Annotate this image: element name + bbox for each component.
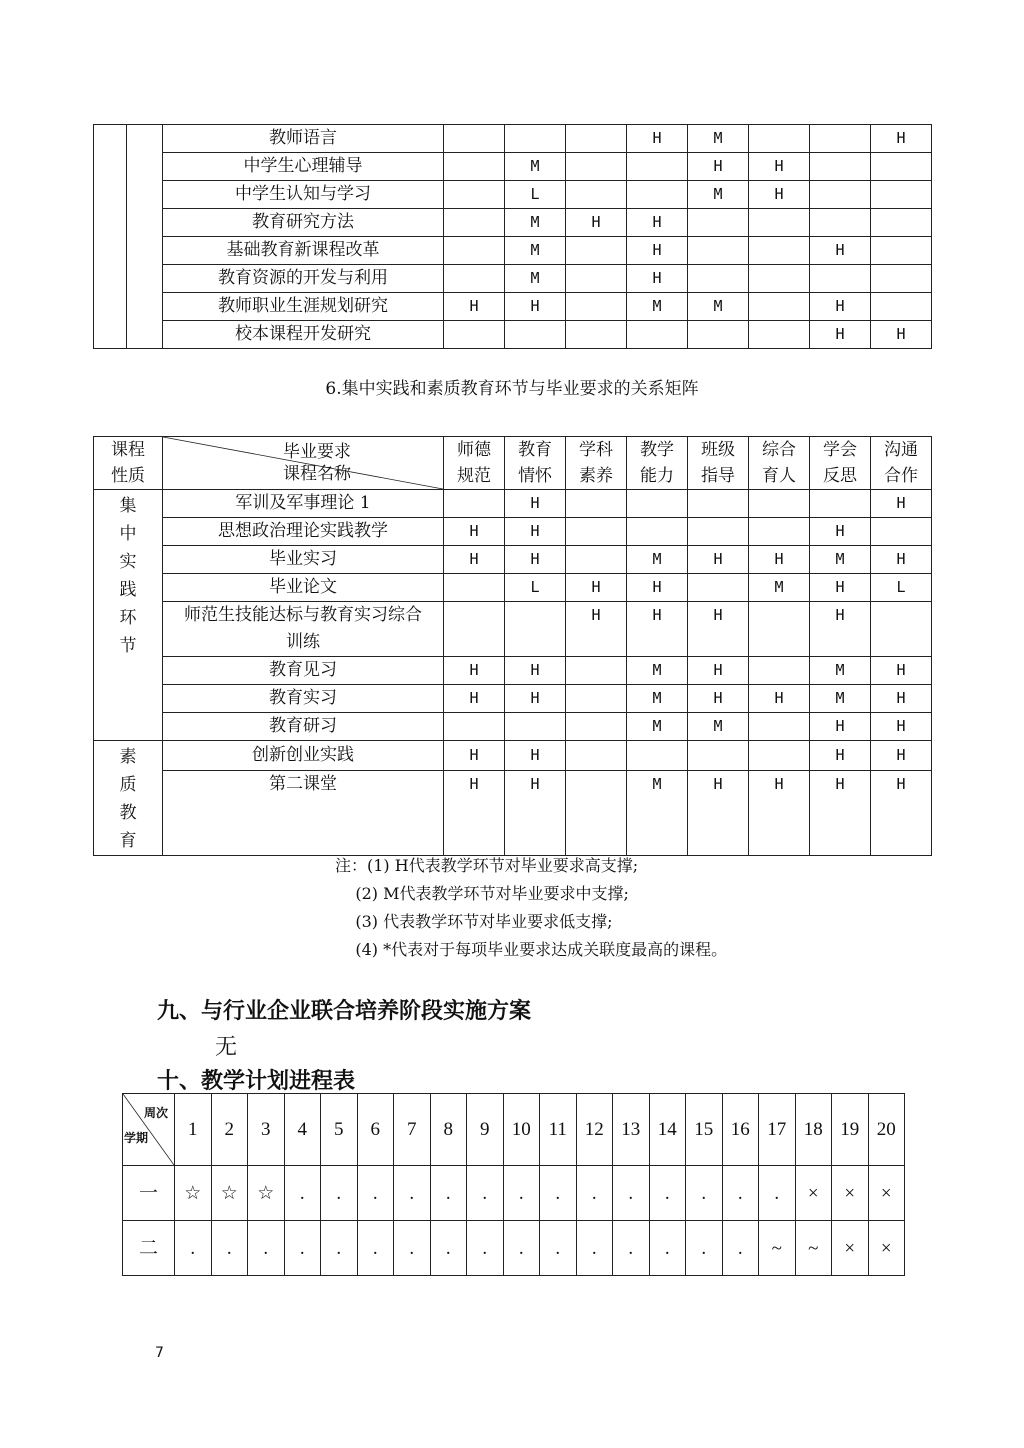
term-cell: 一 bbox=[123, 1166, 175, 1221]
support-level-cell: H bbox=[505, 657, 566, 685]
table-row bbox=[94, 657, 932, 685]
support-level-cell: M bbox=[688, 293, 749, 321]
support-level-cell bbox=[749, 125, 810, 153]
support-level-cell: M bbox=[505, 265, 566, 293]
support-level-cell bbox=[566, 546, 627, 574]
course-name-cell: 教育实习 bbox=[163, 685, 444, 713]
support-level-cell: L bbox=[505, 181, 566, 209]
support-level-cell: M bbox=[688, 125, 749, 153]
schedule-mark-cell: . bbox=[284, 1166, 321, 1221]
support-level-cell: M bbox=[810, 546, 871, 574]
support-level-cell: L bbox=[871, 574, 932, 602]
schedule-mark-cell: . bbox=[503, 1221, 540, 1276]
support-level-cell: H bbox=[505, 293, 566, 321]
week-header: 15 bbox=[686, 1094, 723, 1166]
course-name-cell: 中学生心理辅导 bbox=[163, 153, 444, 181]
schedule-mark-cell: . bbox=[394, 1221, 431, 1276]
week-header: 17 bbox=[759, 1094, 796, 1166]
schedule-mark-cell: . bbox=[576, 1166, 613, 1221]
support-level-cell: H bbox=[444, 770, 505, 855]
support-level-cell: H bbox=[688, 602, 749, 657]
table-row bbox=[94, 518, 932, 546]
header-course-nature: 课程 性质 bbox=[94, 437, 163, 490]
week-header: 6 bbox=[357, 1094, 394, 1166]
support-level-cell bbox=[566, 265, 627, 293]
support-level-cell: H bbox=[871, 685, 932, 713]
support-level-cell: H bbox=[627, 237, 688, 265]
table-row bbox=[94, 490, 932, 518]
course-name-cell: 毕业论文 bbox=[163, 574, 444, 602]
support-level-cell bbox=[566, 293, 627, 321]
table-row bbox=[94, 209, 932, 237]
support-level-cell: H bbox=[505, 546, 566, 574]
support-level-cell bbox=[627, 321, 688, 349]
support-level-cell bbox=[566, 770, 627, 855]
subgroup-cell bbox=[127, 125, 163, 349]
support-level-cell: H bbox=[749, 546, 810, 574]
week-header: 13 bbox=[613, 1094, 650, 1166]
support-level-cell bbox=[749, 602, 810, 657]
week-header: 20 bbox=[868, 1094, 905, 1166]
table-row bbox=[94, 713, 932, 741]
group-concentrated-practice: 集 中 实 践 环 节 bbox=[94, 490, 163, 741]
schedule-mark-cell: . bbox=[576, 1221, 613, 1276]
support-level-cell bbox=[566, 518, 627, 546]
page-number: 7 bbox=[155, 1345, 164, 1361]
schedule-mark-cell: × bbox=[868, 1221, 905, 1276]
table-row bbox=[94, 741, 932, 771]
support-level-cell: M bbox=[627, 657, 688, 685]
support-level-cell: H bbox=[627, 602, 688, 657]
support-level-cell bbox=[444, 153, 505, 181]
requirement-header: 沟通 合作 bbox=[871, 437, 932, 490]
support-level-cell bbox=[871, 265, 932, 293]
schedule-mark-cell: × bbox=[832, 1221, 869, 1276]
support-level-cell: M bbox=[627, 546, 688, 574]
note-line: (4) *代表对于每项毕业要求达成关联度最高的课程。 bbox=[335, 940, 728, 959]
schedule-mark-cell: ~ bbox=[759, 1221, 796, 1276]
requirement-header: 教育 情怀 bbox=[505, 437, 566, 490]
schedule-mark-cell: . bbox=[686, 1166, 723, 1221]
support-level-cell bbox=[444, 237, 505, 265]
support-level-cell bbox=[810, 209, 871, 237]
support-level-cell: H bbox=[749, 685, 810, 713]
schedule-mark-cell: . bbox=[503, 1166, 540, 1221]
support-level-cell: H bbox=[505, 685, 566, 713]
note-line: 注：(1) H代表教学环节对毕业要求高支撑; bbox=[335, 856, 639, 875]
support-level-cell: H bbox=[688, 770, 749, 855]
support-level-cell: H bbox=[810, 741, 871, 771]
support-level-cell bbox=[688, 741, 749, 771]
support-level-cell bbox=[810, 490, 871, 518]
group-quality-education: 素 质 教 育 bbox=[94, 741, 163, 856]
support-level-cell: H bbox=[627, 265, 688, 293]
table-teaching-schedule bbox=[122, 1093, 905, 1276]
section-heading-9: 九、与行业企业联合培养阶段实施方案 bbox=[157, 999, 532, 1024]
requirement-header: 师德 规范 bbox=[444, 437, 505, 490]
table-row bbox=[94, 125, 932, 153]
support-level-cell: H bbox=[566, 574, 627, 602]
support-level-cell: H bbox=[627, 125, 688, 153]
support-level-cell bbox=[566, 657, 627, 685]
support-level-cell bbox=[749, 209, 810, 237]
schedule-mark-cell: . bbox=[430, 1221, 467, 1276]
course-name-cell: 基础教育新课程改革 bbox=[163, 237, 444, 265]
support-level-cell bbox=[749, 741, 810, 771]
table-row bbox=[94, 602, 932, 657]
table-row bbox=[94, 546, 932, 574]
week-header: 8 bbox=[430, 1094, 467, 1166]
support-level-cell bbox=[444, 602, 505, 657]
header-requirements: 毕业要求 bbox=[283, 442, 351, 462]
week-header: 14 bbox=[649, 1094, 686, 1166]
schedule-mark-cell: . bbox=[430, 1166, 467, 1221]
schedule-mark-cell: . bbox=[722, 1166, 759, 1221]
corner-term-label: 学期 bbox=[124, 1131, 149, 1145]
support-level-cell: H bbox=[810, 321, 871, 349]
support-level-cell: M bbox=[749, 574, 810, 602]
support-level-cell bbox=[444, 321, 505, 349]
schedule-mark-cell: . bbox=[649, 1221, 686, 1276]
support-level-cell bbox=[871, 293, 932, 321]
support-level-cell bbox=[749, 713, 810, 741]
support-level-cell: H bbox=[627, 574, 688, 602]
schedule-mark-cell: ☆ bbox=[211, 1166, 248, 1221]
support-level-cell: H bbox=[749, 153, 810, 181]
support-level-cell bbox=[688, 574, 749, 602]
course-name-cell: 创新创业实践 bbox=[163, 741, 444, 771]
support-level-cell: M bbox=[688, 181, 749, 209]
support-level-cell bbox=[566, 490, 627, 518]
support-level-cell bbox=[444, 574, 505, 602]
support-level-cell bbox=[566, 321, 627, 349]
support-level-cell bbox=[444, 713, 505, 741]
course-name-cell: 毕业实习 bbox=[163, 546, 444, 574]
table-course-matrix-continued bbox=[93, 124, 932, 349]
week-header: 3 bbox=[248, 1094, 285, 1166]
support-level-cell: H bbox=[810, 574, 871, 602]
support-level-cell bbox=[871, 209, 932, 237]
support-level-cell: H bbox=[444, 546, 505, 574]
course-name-cell: 中学生认知与学习 bbox=[163, 181, 444, 209]
support-level-cell: H bbox=[444, 657, 505, 685]
support-level-cell bbox=[566, 713, 627, 741]
week-header: 5 bbox=[321, 1094, 358, 1166]
support-level-cell: M bbox=[627, 685, 688, 713]
schedule-mark-cell: × bbox=[832, 1166, 869, 1221]
schedule-mark-cell: . bbox=[357, 1166, 394, 1221]
support-level-cell bbox=[566, 685, 627, 713]
table-row bbox=[94, 770, 932, 855]
support-level-cell: H bbox=[566, 602, 627, 657]
requirement-header: 学会 反思 bbox=[810, 437, 871, 490]
schedule-mark-cell: . bbox=[613, 1166, 650, 1221]
support-level-cell bbox=[749, 237, 810, 265]
schedule-mark-cell: . bbox=[211, 1221, 248, 1276]
week-header: 9 bbox=[467, 1094, 504, 1166]
table-practice-matrix bbox=[93, 436, 932, 856]
course-name-cell: 教育资源的开发与利用 bbox=[163, 265, 444, 293]
week-header: 18 bbox=[795, 1094, 832, 1166]
support-level-cell bbox=[566, 125, 627, 153]
support-level-cell bbox=[688, 237, 749, 265]
support-level-cell: M bbox=[505, 153, 566, 181]
support-level-cell bbox=[566, 181, 627, 209]
support-level-cell bbox=[688, 209, 749, 237]
support-level-cell: H bbox=[505, 518, 566, 546]
schedule-mark-cell: . bbox=[357, 1221, 394, 1276]
support-level-cell bbox=[810, 153, 871, 181]
week-header: 10 bbox=[503, 1094, 540, 1166]
support-level-cell: H bbox=[688, 685, 749, 713]
week-header: 4 bbox=[284, 1094, 321, 1166]
course-name-cell: 教育研习 bbox=[163, 713, 444, 741]
support-level-cell bbox=[871, 237, 932, 265]
support-level-cell bbox=[444, 490, 505, 518]
corner-cell bbox=[123, 1094, 175, 1166]
week-header: 2 bbox=[211, 1094, 248, 1166]
support-level-cell: H bbox=[444, 293, 505, 321]
support-level-cell bbox=[749, 657, 810, 685]
course-name-cell: 教师语言 bbox=[163, 125, 444, 153]
schedule-mark-cell: . bbox=[686, 1221, 723, 1276]
support-level-cell bbox=[871, 602, 932, 657]
support-level-cell: M bbox=[505, 209, 566, 237]
support-level-cell: H bbox=[688, 657, 749, 685]
header-diagonal-cell bbox=[163, 437, 444, 490]
note-line: (3) 代表教学环节对毕业要求低支撑; bbox=[335, 912, 613, 931]
support-level-cell: L bbox=[505, 574, 566, 602]
support-level-cell: H bbox=[871, 657, 932, 685]
schedule-mark-cell: . bbox=[394, 1166, 431, 1221]
support-level-cell: M bbox=[505, 237, 566, 265]
support-level-cell: M bbox=[627, 770, 688, 855]
table-row bbox=[94, 237, 932, 265]
table-row bbox=[94, 153, 932, 181]
schedule-mark-cell: . bbox=[649, 1166, 686, 1221]
support-level-cell bbox=[505, 602, 566, 657]
support-level-cell: H bbox=[810, 237, 871, 265]
support-level-cell: H bbox=[505, 490, 566, 518]
support-level-cell: H bbox=[871, 546, 932, 574]
support-level-cell: H bbox=[810, 713, 871, 741]
support-level-cell: H bbox=[505, 770, 566, 855]
support-level-cell bbox=[627, 741, 688, 771]
schedule-mark-cell: . bbox=[722, 1221, 759, 1276]
requirement-header: 学科 素养 bbox=[566, 437, 627, 490]
group-cell bbox=[94, 125, 127, 349]
section-9-body: 无 bbox=[215, 1035, 238, 1060]
support-level-cell: M bbox=[627, 713, 688, 741]
week-header: 12 bbox=[576, 1094, 613, 1166]
notes bbox=[335, 852, 727, 964]
diagonal-line bbox=[123, 1094, 174, 1165]
schedule-mark-cell: . bbox=[284, 1221, 321, 1276]
support-level-cell bbox=[444, 265, 505, 293]
requirement-header: 班级 指导 bbox=[688, 437, 749, 490]
section-heading-10: 十、教学计划进程表 bbox=[157, 1069, 356, 1094]
schedule-mark-cell: × bbox=[868, 1166, 905, 1221]
support-level-cell: M bbox=[627, 293, 688, 321]
support-level-cell bbox=[566, 741, 627, 771]
schedule-mark-cell: . bbox=[175, 1221, 212, 1276]
support-level-cell: H bbox=[749, 770, 810, 855]
support-level-cell bbox=[688, 265, 749, 293]
course-name-cell: 教育研究方法 bbox=[163, 209, 444, 237]
week-header: 1 bbox=[175, 1094, 212, 1166]
week-header: 19 bbox=[832, 1094, 869, 1166]
course-name-cell: 教师职业生涯规划研究 bbox=[163, 293, 444, 321]
support-level-cell: H bbox=[871, 770, 932, 855]
support-level-cell: H bbox=[505, 741, 566, 771]
schedule-mark-cell: ☆ bbox=[175, 1166, 212, 1221]
support-level-cell: H bbox=[810, 518, 871, 546]
support-level-cell bbox=[627, 181, 688, 209]
support-level-cell bbox=[749, 518, 810, 546]
requirement-header: 综合 育人 bbox=[749, 437, 810, 490]
support-level-cell bbox=[566, 237, 627, 265]
schedule-mark-cell: . bbox=[321, 1221, 358, 1276]
support-level-cell bbox=[627, 153, 688, 181]
table-row bbox=[123, 1166, 905, 1221]
support-level-cell: H bbox=[871, 741, 932, 771]
schedule-mark-cell: × bbox=[795, 1166, 832, 1221]
support-level-cell: M bbox=[810, 685, 871, 713]
support-level-cell bbox=[627, 490, 688, 518]
support-level-cell bbox=[444, 181, 505, 209]
course-name-cell: 师范生技能达标与教育实习综合 训练 bbox=[163, 602, 444, 657]
support-level-cell: H bbox=[810, 602, 871, 657]
schedule-mark-cell: . bbox=[540, 1166, 577, 1221]
support-level-cell: H bbox=[810, 293, 871, 321]
schedule-mark-cell: . bbox=[759, 1166, 796, 1221]
support-level-cell bbox=[810, 265, 871, 293]
schedule-mark-cell: . bbox=[248, 1221, 285, 1276]
course-name-cell: 军训及军事理论 1 bbox=[163, 490, 444, 518]
support-level-cell bbox=[871, 181, 932, 209]
support-level-cell bbox=[688, 518, 749, 546]
schedule-mark-cell: . bbox=[540, 1221, 577, 1276]
support-level-cell: H bbox=[566, 209, 627, 237]
schedule-mark-cell: ☆ bbox=[248, 1166, 285, 1221]
course-name-cell: 校本课程开发研究 bbox=[163, 321, 444, 349]
table-row bbox=[94, 574, 932, 602]
requirement-header: 教学 能力 bbox=[627, 437, 688, 490]
table-row bbox=[94, 321, 932, 349]
course-name-cell: 思想政治理论实践教学 bbox=[163, 518, 444, 546]
support-level-cell: H bbox=[871, 713, 932, 741]
support-level-cell: M bbox=[688, 713, 749, 741]
course-name-cell: 教育见习 bbox=[163, 657, 444, 685]
table-row bbox=[94, 293, 932, 321]
support-level-cell: H bbox=[444, 685, 505, 713]
schedule-mark-cell: . bbox=[321, 1166, 358, 1221]
support-level-cell bbox=[871, 518, 932, 546]
support-level-cell: H bbox=[688, 546, 749, 574]
schedule-mark-cell: . bbox=[613, 1221, 650, 1276]
support-level-cell: H bbox=[444, 741, 505, 771]
support-level-cell: H bbox=[810, 770, 871, 855]
support-level-cell bbox=[688, 490, 749, 518]
header-course-name: 课程名称 bbox=[283, 464, 351, 484]
support-level-cell bbox=[810, 181, 871, 209]
support-level-cell bbox=[505, 713, 566, 741]
term-cell: 二 bbox=[123, 1221, 175, 1276]
support-level-cell bbox=[749, 490, 810, 518]
course-name-cell: 第二课堂 bbox=[163, 770, 444, 855]
support-level-cell: H bbox=[871, 490, 932, 518]
table-row bbox=[94, 265, 932, 293]
support-level-cell: H bbox=[749, 181, 810, 209]
week-header: 16 bbox=[722, 1094, 759, 1166]
support-level-cell: M bbox=[810, 657, 871, 685]
support-level-cell bbox=[871, 153, 932, 181]
support-level-cell: H bbox=[627, 209, 688, 237]
support-level-cell bbox=[444, 209, 505, 237]
week-header: 11 bbox=[540, 1094, 577, 1166]
support-level-cell bbox=[749, 293, 810, 321]
table-row bbox=[94, 181, 932, 209]
note-line: (2) M代表教学环节对毕业要求中支撑; bbox=[335, 884, 629, 903]
table-row bbox=[94, 685, 932, 713]
support-level-cell bbox=[749, 321, 810, 349]
support-level-cell: H bbox=[444, 518, 505, 546]
support-level-cell: H bbox=[871, 321, 932, 349]
support-level-cell bbox=[627, 518, 688, 546]
table-row bbox=[123, 1221, 905, 1276]
support-level-cell: H bbox=[871, 125, 932, 153]
support-level-cell bbox=[444, 125, 505, 153]
support-level-cell bbox=[810, 125, 871, 153]
schedule-mark-cell: ~ bbox=[795, 1221, 832, 1276]
corner-week-label: 周次 bbox=[143, 1106, 168, 1120]
schedule-mark-cell: . bbox=[467, 1221, 504, 1276]
table-caption: 6.集中实践和素质教育环节与毕业要求的关系矩阵 bbox=[325, 379, 699, 399]
week-header: 7 bbox=[394, 1094, 431, 1166]
support-level-cell: H bbox=[688, 153, 749, 181]
support-level-cell bbox=[566, 153, 627, 181]
support-level-cell bbox=[505, 321, 566, 349]
schedule-mark-cell: . bbox=[467, 1166, 504, 1221]
support-level-cell bbox=[505, 125, 566, 153]
support-level-cell bbox=[749, 265, 810, 293]
support-level-cell bbox=[688, 321, 749, 349]
